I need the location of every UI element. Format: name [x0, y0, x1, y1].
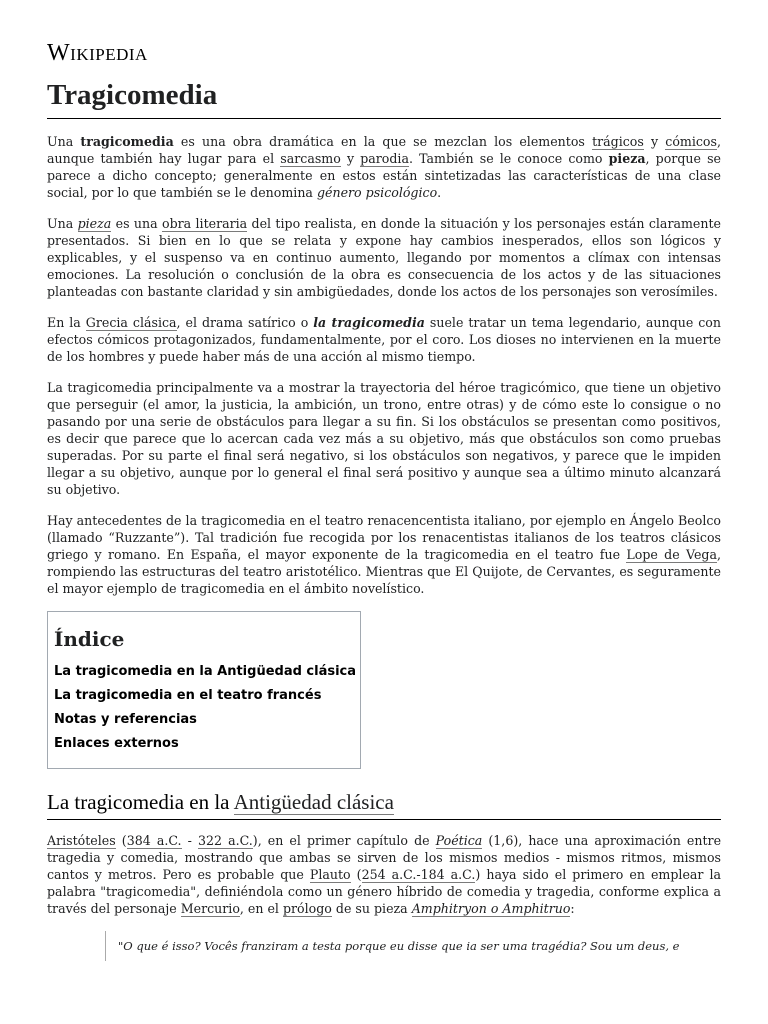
paragraph-5: Hay antecedentes de la tragicomedia en el teatro renacencentista italiano, por ejemplo en Ángelo Beolco (llamado “Ruzzante”). Tal tradición fue recogida por los renacentistas italianos de los teatros clásicos griego y romano. En España, el mayor exponente de la tragicomedia en el teatro fue Lope de Vega, rompiendo las estructuras del teatro aristotélico. Mientras que El Quijote, de Cervantes, es seguramente el mayor ejemplo de tragicomedia en el ámbito novelístico. — [47, 513, 721, 596]
toc-title: Índice — [54, 627, 125, 651]
link-384-ac[interactable]: 384 a.C. — [126, 833, 182, 848]
paragraph-4: La tragicomedia principalmente va a mostrar la trayectoria del héroe tragicómico, que tiene un objetivo que perseguir (el amor, la justicia, la ambición, un trono, entre otras) y de cómo este lo consigue o no pasando por una serie de obstáculos para llegar a su fin. Si los obstáculos se presentan como positivos, es decir que parece que lo acercan cada vez más a su objetivo, más que obstáculos son como pruebas superadas. Por su parte el final será negativo, si los obstáculos son negativos, y parece que le impiden llegar a su objetivo, aunque por lo general el final será positivo y aunque sea a último minuto alcanzará su objetivo. — [47, 380, 721, 497]
link-comicos[interactable]: cómicos — [665, 134, 717, 149]
paragraph-6: Aristóteles (384 a.C. - 322 a.C.), en el primer capítulo de Poética (1,6), hace una aproximación entre tragedia y comedia, mostrando que ambas se sirven de los mismos medios - mismos ritmos, mismos cantos y metros. Pero es probable que Plauto (254 a.C.-184 a.C.) haya sido el primero en emplear la palabra "tragicomedia", definiéndola como un género híbrido de comedia y tragedia, conforme explica a través del personaje Mercurio, en el prólogo de su pieza Amphitryon o Amphitruo: — [47, 833, 722, 916]
paragraph-3: En la Grecia clásica, el drama satírico o la tragicomedia suele tratar un tema legendario, aunque con efectos cómicos protagonizados, fundamentalmente, por el coro. Los dioses no intervienen en la muerte de los hombres y puede haber más de una acción al mismo tiempo. — [47, 315, 722, 364]
table-of-contents — [47, 611, 361, 769]
link-prologo[interactable]: prólogo — [282, 901, 332, 916]
toc-item-teatro-frances[interactable]: La tragicomedia en el teatro francés — [54, 688, 322, 703]
link-mercurio[interactable]: Mercurio — [180, 901, 240, 916]
link-pieza[interactable]: pieza — [77, 216, 112, 231]
link-254-184-ac[interactable]: 254 a.C.-184 a.C. — [361, 867, 476, 882]
toc-item-antiguedad[interactable]: La tragicomedia en la Antigüedad clásica — [54, 664, 357, 679]
paragraph-2: Una pieza es una obra literaria del tipo realista, en donde la situación y los personajes están claramente presentados. Si bien en lo que se relata y expone hay cambios inesperados, ellos son lógicos y explicables, y el suspenso va en continuo aumento, llegando por momentos a clímax con intensas emociones. La resolución o conclusión de la obra es consecuencia de los actos y de las situaciones planteadas con bastante claridad y sin ambigüedades, donde los actos de los personajes son verosímiles. — [47, 216, 721, 299]
link-poetica[interactable]: Poética — [435, 833, 483, 848]
toc-item-notas[interactable]: Notas y referencias — [54, 712, 197, 727]
link-plauto[interactable]: Plauto — [309, 867, 351, 882]
link-antiguedad-clasica[interactable]: Antigüedad clásica — [233, 790, 394, 814]
article-body — [47, 133, 721, 961]
link-tragicos[interactable]: trágicos — [592, 134, 644, 149]
link-sarcasmo[interactable]: sarcasmo — [280, 151, 341, 166]
blockquote: "O que é isso? Vocês franziram a testa porque eu disse que ia ser uma tragédia? Sou um deus, e — [105, 931, 721, 961]
link-obra-literaria[interactable]: obra literaria — [161, 216, 248, 231]
page-title: Tragicomedia — [47, 76, 721, 119]
section-heading-text: La tragicomedia en la — [47, 790, 234, 814]
link-grecia-clasica[interactable]: Grecia clásica — [85, 315, 177, 330]
toc-item-enlaces[interactable]: Enlaces externos — [54, 736, 179, 751]
link-322-ac[interactable]: 322 a.C. — [197, 833, 253, 848]
paragraph-1: Una tragicomedia es una obra dramática en la que se mezclan los elementos trágicos y cómicos, aunque también hay lugar para el sarcasmo y parodia. También se le conoce como pieza, porque se parece a dicho concepto; generalmente en estos están sintetizadas las características de una clase social, por lo que también se le denomina género psicológico. — [47, 134, 721, 200]
wikipedia-wordmark[interactable]: Wikipedia — [47, 40, 148, 66]
link-parodia[interactable]: parodia — [360, 151, 409, 166]
link-amphitryon[interactable]: Amphitryon o Amphitruo — [411, 901, 571, 916]
link-aristoteles[interactable]: Aristóteles — [47, 833, 116, 848]
link-lope-de-vega[interactable]: Lope de Vega — [626, 547, 717, 562]
section-heading-antiguedad — [47, 787, 721, 820]
